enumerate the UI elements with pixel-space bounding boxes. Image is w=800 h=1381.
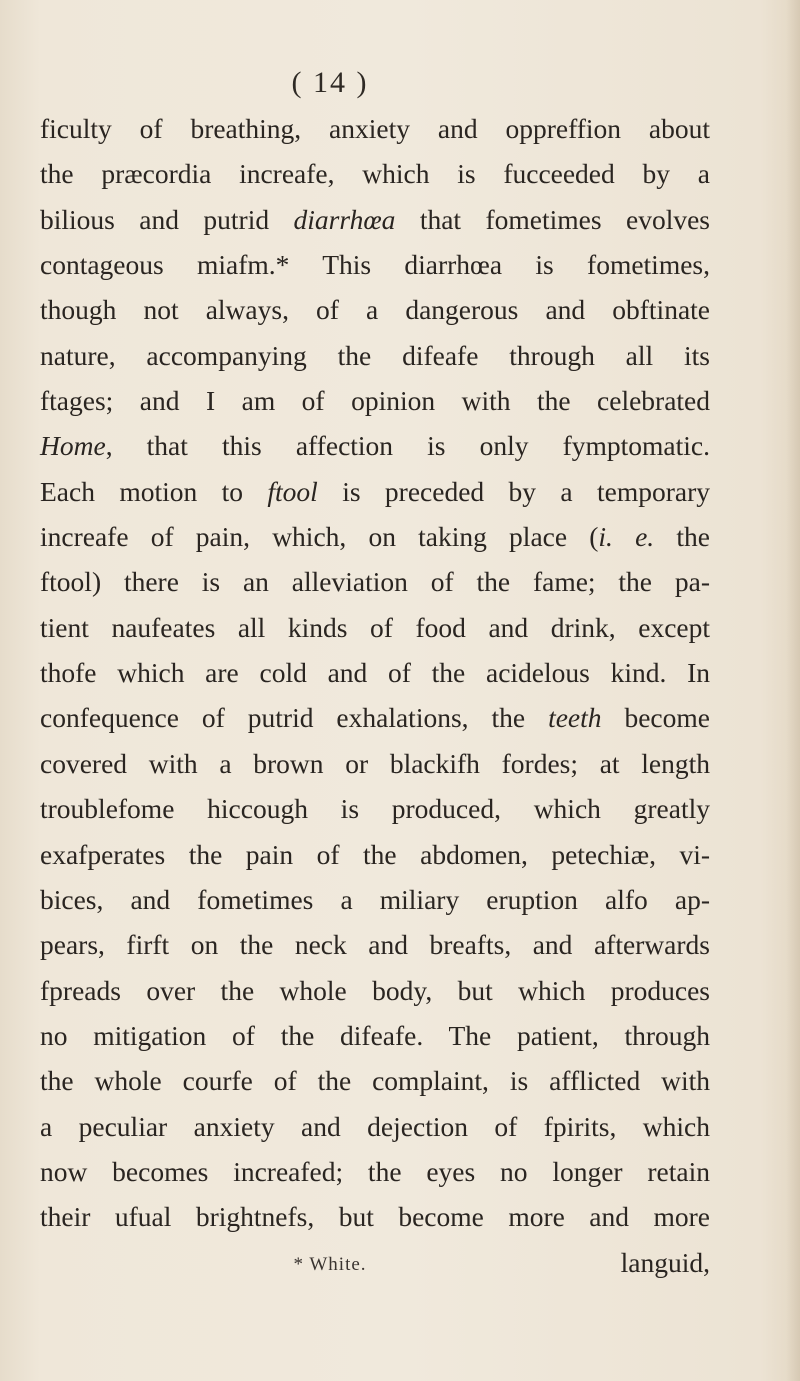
text-line xyxy=(40,151,710,196)
text-line xyxy=(40,922,710,967)
text-segment: is preceded by a temporary xyxy=(317,475,710,507)
text-line xyxy=(40,106,710,151)
text-segment: tient naufeates all kinds of food and drink, except xyxy=(40,611,710,643)
text-line xyxy=(40,1194,710,1239)
text-segment: bilious and putrid xyxy=(40,203,294,235)
text-segment: now becomes increafed; the eyes no longer retain xyxy=(40,1155,710,1187)
text-segment: pears, firft on the neck and breafts, and afterwards xyxy=(40,929,710,961)
text-segment: their ufual brightnefs, but become more and more xyxy=(40,1201,710,1233)
text-segment: ftages; and I am of opinion with the celebrated xyxy=(40,385,710,417)
text-line xyxy=(40,786,710,831)
text-line xyxy=(40,469,710,514)
page-edge-shading xyxy=(786,0,800,1381)
text-line xyxy=(40,333,710,378)
text-segment: no mitigation of the difeafe. The patient, through xyxy=(40,1019,710,1051)
text-line xyxy=(40,197,710,242)
text-line xyxy=(40,877,710,922)
text-segment: increafe of pain, which, on taking place ( xyxy=(40,521,599,553)
text-segment: Each motion to xyxy=(40,475,268,507)
text-segment: bices, and fometimes a miliary eruption alfo ap- xyxy=(40,883,710,915)
text-segment: contageous miafm.* This diarrhœa is fometimes, xyxy=(40,249,710,281)
text-line xyxy=(40,1058,710,1103)
text-segment: troublefome hiccough is produced, which greatly xyxy=(40,793,710,825)
text-segment: ficulty of breathing, anxiety and oppreffion about xyxy=(40,113,710,144)
text-segment: languid, xyxy=(620,1246,710,1278)
text-line xyxy=(40,242,710,287)
italic-segment: i. e. xyxy=(598,521,655,553)
text-segment: exafperates the pain of the abdomen, petechiæ, vi- xyxy=(40,838,710,870)
text-line xyxy=(40,650,710,695)
text-line xyxy=(40,695,710,740)
text-line xyxy=(40,605,710,650)
text-line xyxy=(40,1104,710,1149)
text-segment: the præcordia increafe, which is fucceeded by a xyxy=(40,158,710,190)
italic-segment: Home xyxy=(40,430,106,462)
text-segment: that fometimes evolves xyxy=(395,203,710,235)
text-line xyxy=(40,514,710,559)
text-line xyxy=(40,423,710,468)
text-segment: ftool) there is an alleviation of the fame; the pa- xyxy=(40,566,710,598)
footnote: * White. xyxy=(293,1254,367,1275)
italic-segment: ftool xyxy=(267,475,318,507)
body-text xyxy=(40,106,710,1285)
text-line xyxy=(40,832,710,877)
text-line xyxy=(40,378,710,423)
text-segment: covered with a brown or blackifh fordes; at length xyxy=(40,747,710,779)
text-line xyxy=(40,287,710,332)
text-segment: thofe which are cold and of the acidelous kind. In xyxy=(40,657,710,689)
text-segment: fpreads over the whole body, but which produces xyxy=(40,974,710,1006)
text-line xyxy=(40,559,710,604)
italic-segment: teeth xyxy=(548,702,602,734)
text-segment: the xyxy=(654,521,710,553)
text-line xyxy=(40,1013,710,1058)
text-line xyxy=(40,968,710,1013)
text-segment: confequence of putrid exhalations, the xyxy=(40,702,549,734)
text-line xyxy=(40,741,710,786)
text-line xyxy=(40,1149,710,1194)
text-segment: become xyxy=(601,702,710,734)
page-number: ( 14 ) xyxy=(291,66,369,99)
text-segment: the whole courfe of the complaint, is afflicted with xyxy=(40,1065,710,1097)
text-segment: nature, accompanying the difeafe through all its xyxy=(40,339,710,371)
text-segment: a peculiar anxiety and dejection of fpirits, which xyxy=(40,1110,710,1142)
text-segment: , that this affection is only fymptomatic. xyxy=(105,430,710,462)
italic-segment: diarrhœa xyxy=(293,203,396,235)
text-segment: though not always, of a dangerous and obftinate xyxy=(40,294,710,326)
